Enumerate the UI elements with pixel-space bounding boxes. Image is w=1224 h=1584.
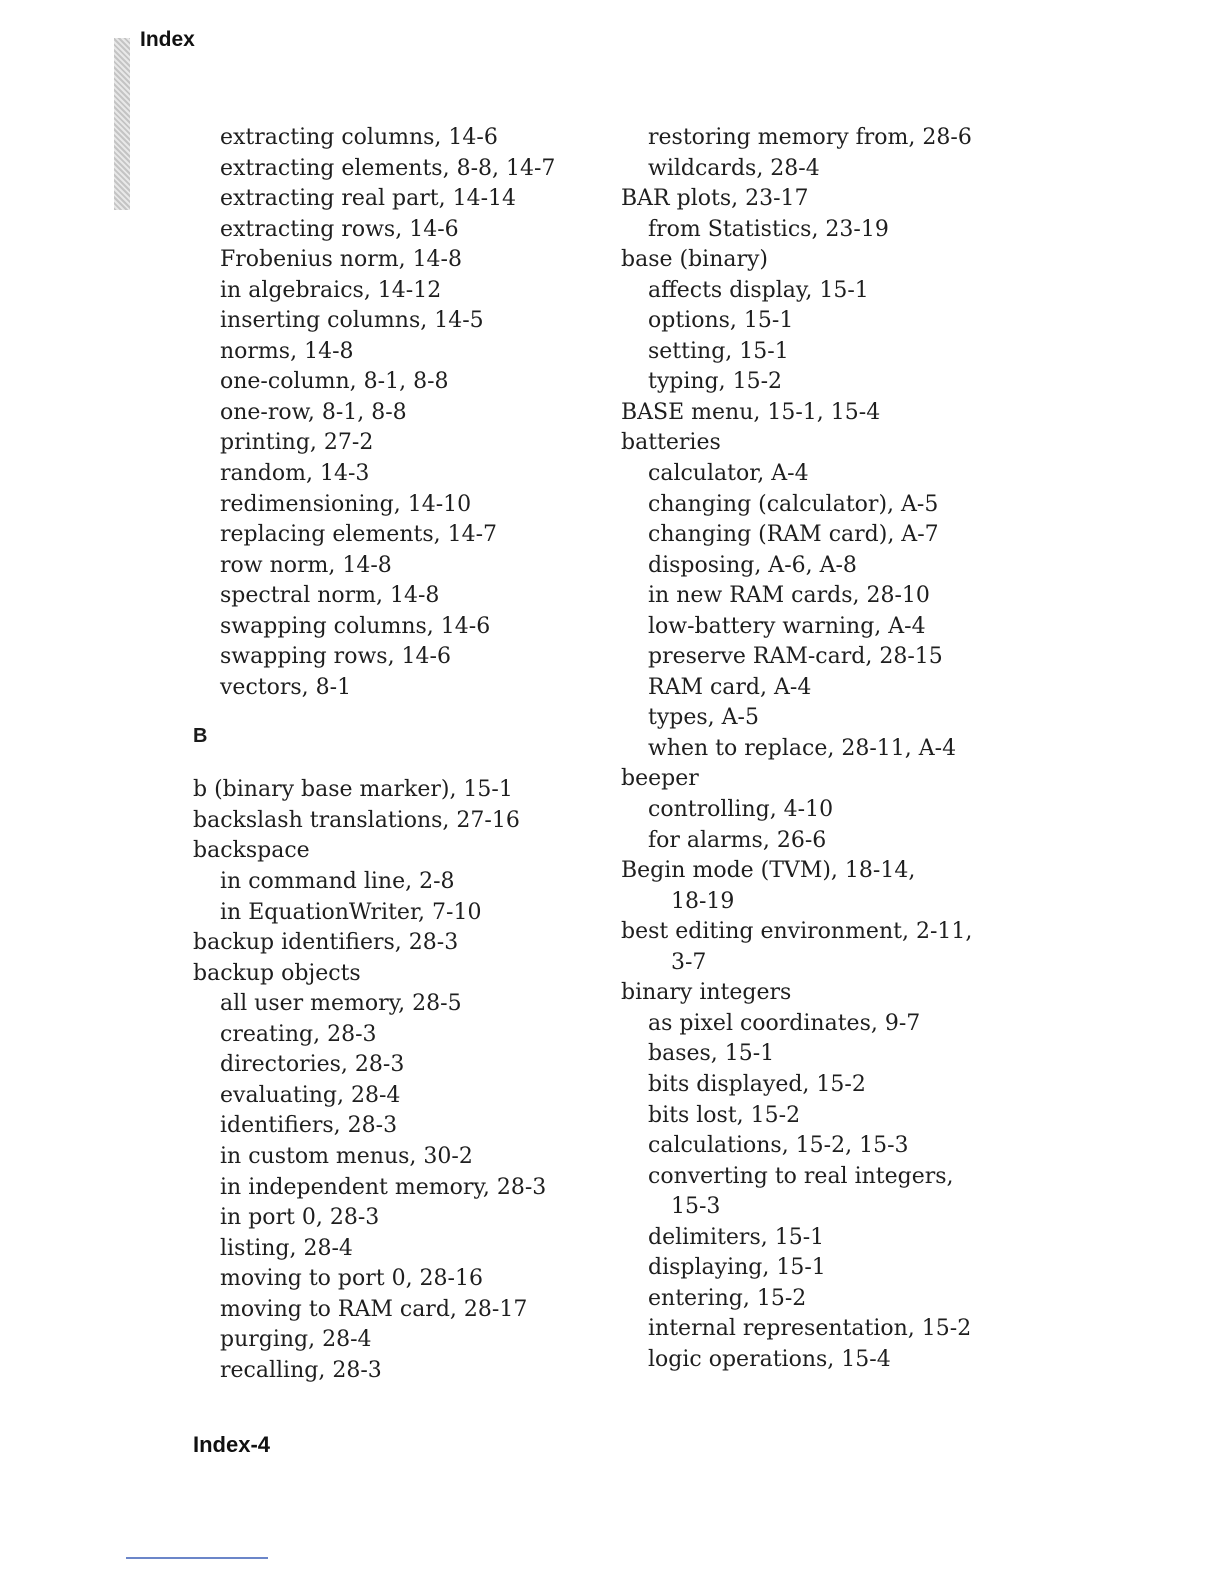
- index-entry: controlling, 4-10: [648, 797, 834, 823]
- index-entry: redimensioning, 14-10: [220, 491, 472, 517]
- index-entry: BASE menu, 15-1, 15-4: [621, 399, 881, 425]
- index-entry: converting to real integers,: [648, 1163, 954, 1189]
- index-entry: swapping rows, 14-6: [220, 644, 451, 670]
- index-entry: restoring memory from, 28-6: [648, 125, 972, 150]
- index-entry: backup objects: [193, 960, 361, 986]
- index-entry: internal representation, 15-2: [648, 1316, 972, 1342]
- index-entry: purging, 28-4: [220, 1327, 372, 1353]
- index-entry: all user memory, 28-5: [220, 991, 462, 1017]
- index-entry: inserting columns, 14-5: [220, 308, 484, 334]
- running-head: Index: [140, 28, 195, 51]
- index-entry: one-row, 8-1, 8-8: [220, 399, 407, 425]
- index-entry: delimiters, 15-1: [648, 1224, 825, 1250]
- index-entry: extracting elements, 8-8, 14-7: [220, 155, 556, 181]
- index-entry: 3-7: [671, 949, 707, 975]
- index-entry: extracting columns, 14-6: [220, 125, 498, 150]
- index-entry: identifiers, 28-3: [220, 1113, 398, 1139]
- index-entry: evaluating, 28-4: [220, 1082, 401, 1108]
- index-entry: backup identifiers, 28-3: [193, 930, 459, 956]
- index-entry: disposing, A-6, A-8: [648, 552, 857, 578]
- index-entry: one-column, 8-1, 8-8: [220, 369, 449, 395]
- index-entry: bits displayed, 15-2: [648, 1071, 866, 1097]
- right-entries: [621, 123, 1021, 1375]
- section-letter-b: B: [193, 725, 208, 748]
- left-column: [193, 123, 593, 1386]
- index-entry: in new RAM cards, 28-10: [648, 583, 930, 609]
- index-entry: low-battery warning, A-4: [648, 613, 926, 639]
- right-column: [621, 123, 1021, 1375]
- index-entry: extracting rows, 14-6: [220, 216, 459, 242]
- index-entry: as pixel coordinates, 9-7: [648, 1010, 921, 1036]
- index-entry: extracting real part, 14-14: [220, 186, 516, 212]
- index-entry: beeper: [621, 766, 699, 792]
- index-entry: when to replace, 28-11, A-4: [648, 735, 957, 761]
- index-entry: b (binary base marker), 15-1: [193, 777, 513, 803]
- index-entry: directories, 28-3: [220, 1052, 405, 1078]
- index-entry: BAR plots, 23-17: [621, 186, 809, 212]
- index-entry: best editing environment, 2-11,: [621, 919, 973, 945]
- index-entry: moving to RAM card, 28-17: [220, 1296, 528, 1322]
- index-entry: calculator, A-4: [648, 461, 809, 487]
- index-entry: base (binary): [621, 247, 769, 273]
- index-entry: logic operations, 15-4: [648, 1346, 891, 1372]
- continued-entries: [193, 123, 593, 703]
- index-entry: in algebraics, 14-12: [220, 277, 442, 303]
- index-entry: bases, 15-1: [648, 1041, 775, 1067]
- b-entries: [193, 775, 593, 1386]
- index-entry: types, A-5: [648, 705, 759, 731]
- index-entry: options, 15-1: [648, 308, 794, 334]
- index-entry: 15-3: [671, 1194, 721, 1220]
- index-entry: 18-19: [671, 888, 735, 914]
- index-entry: swapping columns, 14-6: [220, 613, 491, 639]
- index-entry: recalling, 28-3: [220, 1357, 382, 1383]
- index-entry: replacing elements, 14-7: [220, 522, 498, 548]
- index-entry: changing (calculator), A-5: [648, 491, 939, 517]
- index-entry: backslash translations, 27-16: [193, 807, 520, 833]
- index-entry: for alarms, 26-6: [648, 827, 827, 853]
- index-entry: from Statistics, 23-19: [648, 216, 889, 242]
- index-entry: bits lost, 15-2: [648, 1102, 801, 1128]
- index-entry: setting, 15-1: [648, 338, 789, 364]
- index-entry: in custom menus, 30-2: [220, 1143, 473, 1169]
- index-entry: displaying, 15-1: [648, 1255, 826, 1281]
- index-entry: calculations, 15-2, 15-3: [648, 1133, 909, 1159]
- page-number: Index-4: [193, 1432, 271, 1457]
- index-entry: in command line, 2-8: [220, 869, 455, 895]
- index-entry: norms, 14-8: [220, 338, 354, 364]
- index-entry: entering, 15-2: [648, 1285, 807, 1311]
- index-entry: Begin mode (TVM), 18-14,: [621, 858, 916, 884]
- index-entry: in EquationWriter, 7-10: [220, 899, 482, 925]
- index-entry: backspace: [193, 838, 310, 864]
- index-entry: changing (RAM card), A-7: [648, 522, 939, 548]
- index-entry: random, 14-3: [220, 461, 370, 487]
- index-entry: preserve RAM-card, 28-15: [648, 644, 943, 670]
- index-entry: RAM card, A-4: [648, 674, 812, 700]
- index-entry: spectral norm, 14-8: [220, 583, 440, 609]
- index-entry: moving to port 0, 28-16: [220, 1266, 483, 1292]
- index-entry: in independent memory, 28-3: [220, 1174, 547, 1200]
- index-entry: creating, 28-3: [220, 1021, 377, 1047]
- index-entry: printing, 27-2: [220, 430, 374, 456]
- edge-thumb-tab: [114, 38, 130, 210]
- index-entry: binary integers: [621, 980, 792, 1006]
- bottom-rule: [126, 1557, 268, 1559]
- index-entry: Frobenius norm, 14-8: [220, 247, 462, 273]
- index-entry: affects display, 15-1: [648, 277, 869, 303]
- index-entry: vectors, 8-1: [220, 674, 352, 700]
- index-entry: listing, 28-4: [220, 1235, 353, 1261]
- index-entry: wildcards, 28-4: [648, 155, 820, 181]
- index-entry: typing, 15-2: [648, 369, 783, 395]
- index-entry: batteries: [621, 430, 721, 456]
- index-entry: row norm, 14-8: [220, 552, 392, 578]
- index-entry: in port 0, 28-3: [220, 1205, 380, 1231]
